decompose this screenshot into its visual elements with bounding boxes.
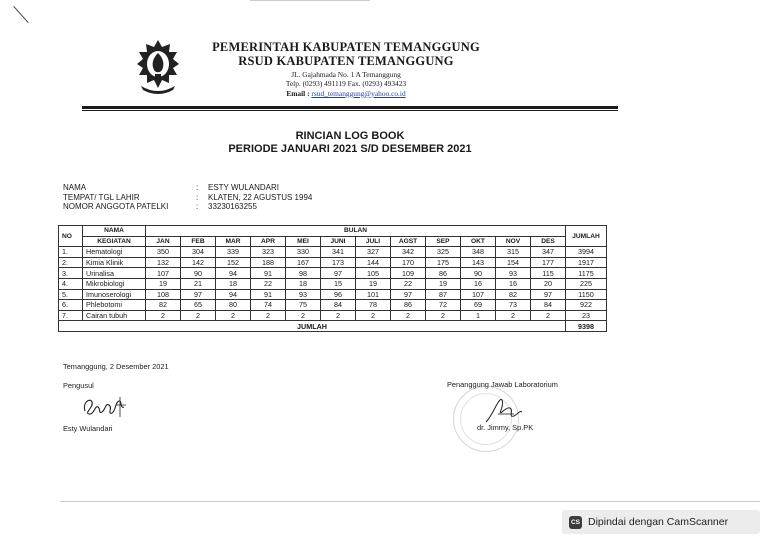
table-row xyxy=(59,300,607,311)
month-value: 84 xyxy=(531,300,566,311)
table-header-row-2 xyxy=(59,236,607,247)
info-value: 33230163255 xyxy=(208,202,257,212)
month-value: 2 xyxy=(251,310,286,321)
responsible-label: Penanggung Jawab Laboratorium xyxy=(447,380,558,389)
month-value: 109 xyxy=(391,268,426,279)
row-activity-name: Urinalisa xyxy=(83,268,146,279)
title-line-2: PERIODE JANUARI 2021 S/D DESEMBER 2021 xyxy=(228,143,472,155)
month-value: 80 xyxy=(216,300,251,311)
header-month: JULI xyxy=(356,236,391,247)
header-name-line-1: NAMA xyxy=(83,226,146,237)
letterhead-address: JL. Gajahmada No. 1 A Temanggung xyxy=(291,70,401,79)
month-value: 154 xyxy=(496,257,531,268)
month-value: 315 xyxy=(496,247,531,258)
header-month: APR xyxy=(251,236,286,247)
month-value: 341 xyxy=(321,247,356,258)
title-line-1: RINCIAN LOG BOOK xyxy=(295,130,405,142)
month-value: 72 xyxy=(426,300,461,311)
info-label: NOMOR ANGGOTA PATELKI xyxy=(63,202,169,212)
month-value: 19 xyxy=(146,278,181,289)
letterhead-email-line xyxy=(190,89,502,98)
row-number: 2. xyxy=(59,257,83,268)
month-value: 348 xyxy=(461,247,496,258)
info-value: ESTY WULANDARI xyxy=(208,183,279,192)
month-value: 93 xyxy=(286,289,321,300)
month-value: 177 xyxy=(531,257,566,268)
month-value: 108 xyxy=(146,289,181,300)
month-value: 18 xyxy=(286,278,321,289)
month-value: 20 xyxy=(531,278,566,289)
month-value: 15 xyxy=(321,278,356,289)
proposer-name: Esty Wulandari xyxy=(63,424,113,433)
month-value: 96 xyxy=(321,289,356,300)
sum-label: JUMLAH xyxy=(59,321,566,332)
row-total: 225 xyxy=(566,278,607,289)
month-value: 75 xyxy=(286,300,321,311)
header-name-line-2: KEGIATAN xyxy=(83,236,146,247)
month-value: 325 xyxy=(426,247,461,258)
month-value: 2 xyxy=(181,310,216,321)
month-value: 16 xyxy=(496,278,531,289)
month-value: 86 xyxy=(426,268,461,279)
camscanner-badge xyxy=(562,510,760,534)
month-value: 347 xyxy=(531,247,566,258)
info-row-birth xyxy=(63,193,312,203)
row-activity-name: Cairan tubuh xyxy=(83,310,146,321)
header-jumlah: JUMLAH xyxy=(566,226,607,247)
month-value: 2 xyxy=(321,310,356,321)
month-value: 327 xyxy=(356,247,391,258)
row-total: 1917 xyxy=(566,257,607,268)
row-activity-name: Imunoserologi xyxy=(83,289,146,300)
document-title xyxy=(150,130,550,156)
month-value: 97 xyxy=(531,289,566,300)
row-total: 1175 xyxy=(566,268,607,279)
row-number: 3. xyxy=(59,268,83,279)
month-value: 2 xyxy=(496,310,531,321)
header-month: NOV xyxy=(496,236,531,247)
header-month: MAR xyxy=(216,236,251,247)
proposer-label: Pengusul xyxy=(63,381,94,390)
month-value: 170 xyxy=(391,257,426,268)
month-value: 323 xyxy=(251,247,286,258)
info-label: NAMA xyxy=(63,183,87,192)
letterhead-government: PEMERINTAH KABUPATEN TEMANGGUNG xyxy=(212,40,480,54)
month-value: 115 xyxy=(531,268,566,279)
header-month: JAN xyxy=(146,236,181,247)
header-no: NO xyxy=(59,226,83,247)
month-value: 97 xyxy=(321,268,356,279)
month-value: 74 xyxy=(251,300,286,311)
month-value: 65 xyxy=(181,300,216,311)
info-value: KLATEN, 22 AGUSTUS 1994 xyxy=(208,192,313,202)
proposer-signature xyxy=(80,393,130,419)
month-value: 330 xyxy=(286,247,321,258)
month-value: 304 xyxy=(181,247,216,258)
month-value: 143 xyxy=(461,257,496,268)
header-month: AGST xyxy=(391,236,426,247)
header-month: MEI xyxy=(286,236,321,247)
letterhead-phone: Telp. (0293) 491119 Fax. (0293) 493423 xyxy=(285,79,407,89)
header-month: FEB xyxy=(181,236,216,247)
month-value: 94 xyxy=(216,268,251,279)
month-value: 98 xyxy=(286,268,321,279)
month-value: 19 xyxy=(426,278,461,289)
month-value: 152 xyxy=(216,257,251,268)
month-value: 144 xyxy=(356,257,391,268)
month-value: 90 xyxy=(181,268,216,279)
month-value: 2 xyxy=(356,310,391,321)
month-value: 173 xyxy=(321,257,356,268)
month-value: 2 xyxy=(146,310,181,321)
table-row xyxy=(59,289,607,300)
row-number: 7. xyxy=(59,310,83,321)
header-month: SEP xyxy=(426,236,461,247)
info-separator: : xyxy=(196,183,199,192)
info-row-name xyxy=(63,183,312,193)
info-separator: : xyxy=(196,202,199,212)
month-value: 1 xyxy=(461,310,496,321)
month-value: 16 xyxy=(461,278,496,289)
logbook-table xyxy=(58,225,607,332)
place-date: Temanggung, 2 Desember 2021 xyxy=(63,362,169,371)
month-value: 86 xyxy=(391,300,426,311)
month-value: 342 xyxy=(391,247,426,258)
month-value: 105 xyxy=(356,268,391,279)
month-value: 93 xyxy=(496,268,531,279)
header-month: JUNI xyxy=(321,236,356,247)
month-value: 87 xyxy=(426,289,461,300)
row-activity-name: Phlebotomi xyxy=(83,300,146,311)
month-value: 91 xyxy=(251,289,286,300)
row-total: 922 xyxy=(566,300,607,311)
month-value: 339 xyxy=(216,247,251,258)
letterhead-rule-thin xyxy=(82,110,618,111)
month-value: 69 xyxy=(461,300,496,311)
row-number: 5. xyxy=(59,289,83,300)
month-value: 175 xyxy=(426,257,461,268)
table-row xyxy=(59,278,607,289)
row-number: 6. xyxy=(59,300,83,311)
month-value: 132 xyxy=(146,257,181,268)
letterhead-hospital: RSUD KABUPATEN TEMANGGUNG xyxy=(238,54,454,68)
row-number: 1. xyxy=(59,247,83,258)
month-value: 21 xyxy=(181,278,216,289)
table-row xyxy=(59,257,607,268)
month-value: 350 xyxy=(146,247,181,258)
sum-total: 9398 xyxy=(566,321,607,332)
row-number: 4. xyxy=(59,278,83,289)
row-total: 23 xyxy=(566,310,607,321)
letterhead-email-label: Email : xyxy=(286,88,310,98)
month-value: 78 xyxy=(356,300,391,311)
table-body xyxy=(59,247,607,321)
row-activity-name: Kimia Klinik xyxy=(83,257,146,268)
month-value: 107 xyxy=(461,289,496,300)
month-value: 18 xyxy=(216,278,251,289)
row-total: 1150 xyxy=(566,289,607,300)
month-value: 91 xyxy=(251,268,286,279)
month-value: 2 xyxy=(391,310,426,321)
header-month: OKT xyxy=(461,236,496,247)
month-value: 2 xyxy=(286,310,321,321)
month-value: 107 xyxy=(146,268,181,279)
camscanner-text: Dipindai dengan CamScanner xyxy=(588,516,729,528)
month-value: 2 xyxy=(216,310,251,321)
page-bottom-edge xyxy=(60,501,760,502)
regency-crest-icon xyxy=(133,38,183,96)
month-value: 2 xyxy=(531,310,566,321)
month-value: 22 xyxy=(251,278,286,289)
info-separator: : xyxy=(196,192,199,202)
row-activity-name: Mikrobiologi xyxy=(83,278,146,289)
month-value: 84 xyxy=(321,300,356,311)
month-value: 82 xyxy=(496,289,531,300)
month-value: 97 xyxy=(181,289,216,300)
responsible-name: dr. Jimmy, Sp.PK xyxy=(477,423,534,432)
month-value: 82 xyxy=(146,300,181,311)
row-activity-name: Hematologi xyxy=(83,247,146,258)
responsible-signature xyxy=(484,396,524,426)
month-value: 90 xyxy=(461,268,496,279)
table-header-row-1 xyxy=(59,226,607,237)
month-value: 94 xyxy=(216,289,251,300)
month-value: 2 xyxy=(426,310,461,321)
table-row xyxy=(59,310,607,321)
table-row xyxy=(59,268,607,279)
header-bulan: BULAN xyxy=(146,226,566,237)
month-value: 142 xyxy=(181,257,216,268)
month-value: 97 xyxy=(391,289,426,300)
info-label: TEMPAT/ TGL LAHIR xyxy=(63,192,140,202)
top-edge-mark xyxy=(250,0,370,1)
camscanner-icon: CS xyxy=(569,516,582,529)
identity-block xyxy=(63,183,312,212)
header-month: DES xyxy=(531,236,566,247)
info-row-member-number xyxy=(63,202,312,212)
letterhead-rule-thick xyxy=(82,106,618,109)
row-total: 3994 xyxy=(566,247,607,258)
month-value: 101 xyxy=(356,289,391,300)
month-value: 167 xyxy=(286,257,321,268)
month-value: 188 xyxy=(251,257,286,268)
table-row xyxy=(59,247,607,258)
table-sum-row xyxy=(59,321,607,332)
month-value: 22 xyxy=(391,278,426,289)
month-value: 19 xyxy=(356,278,391,289)
corner-scan-mark xyxy=(13,6,28,23)
letterhead-email-link[interactable]: rsud_temanggung@yahoo.co.id xyxy=(311,88,406,98)
month-value: 73 xyxy=(496,300,531,311)
letterhead xyxy=(190,40,502,98)
